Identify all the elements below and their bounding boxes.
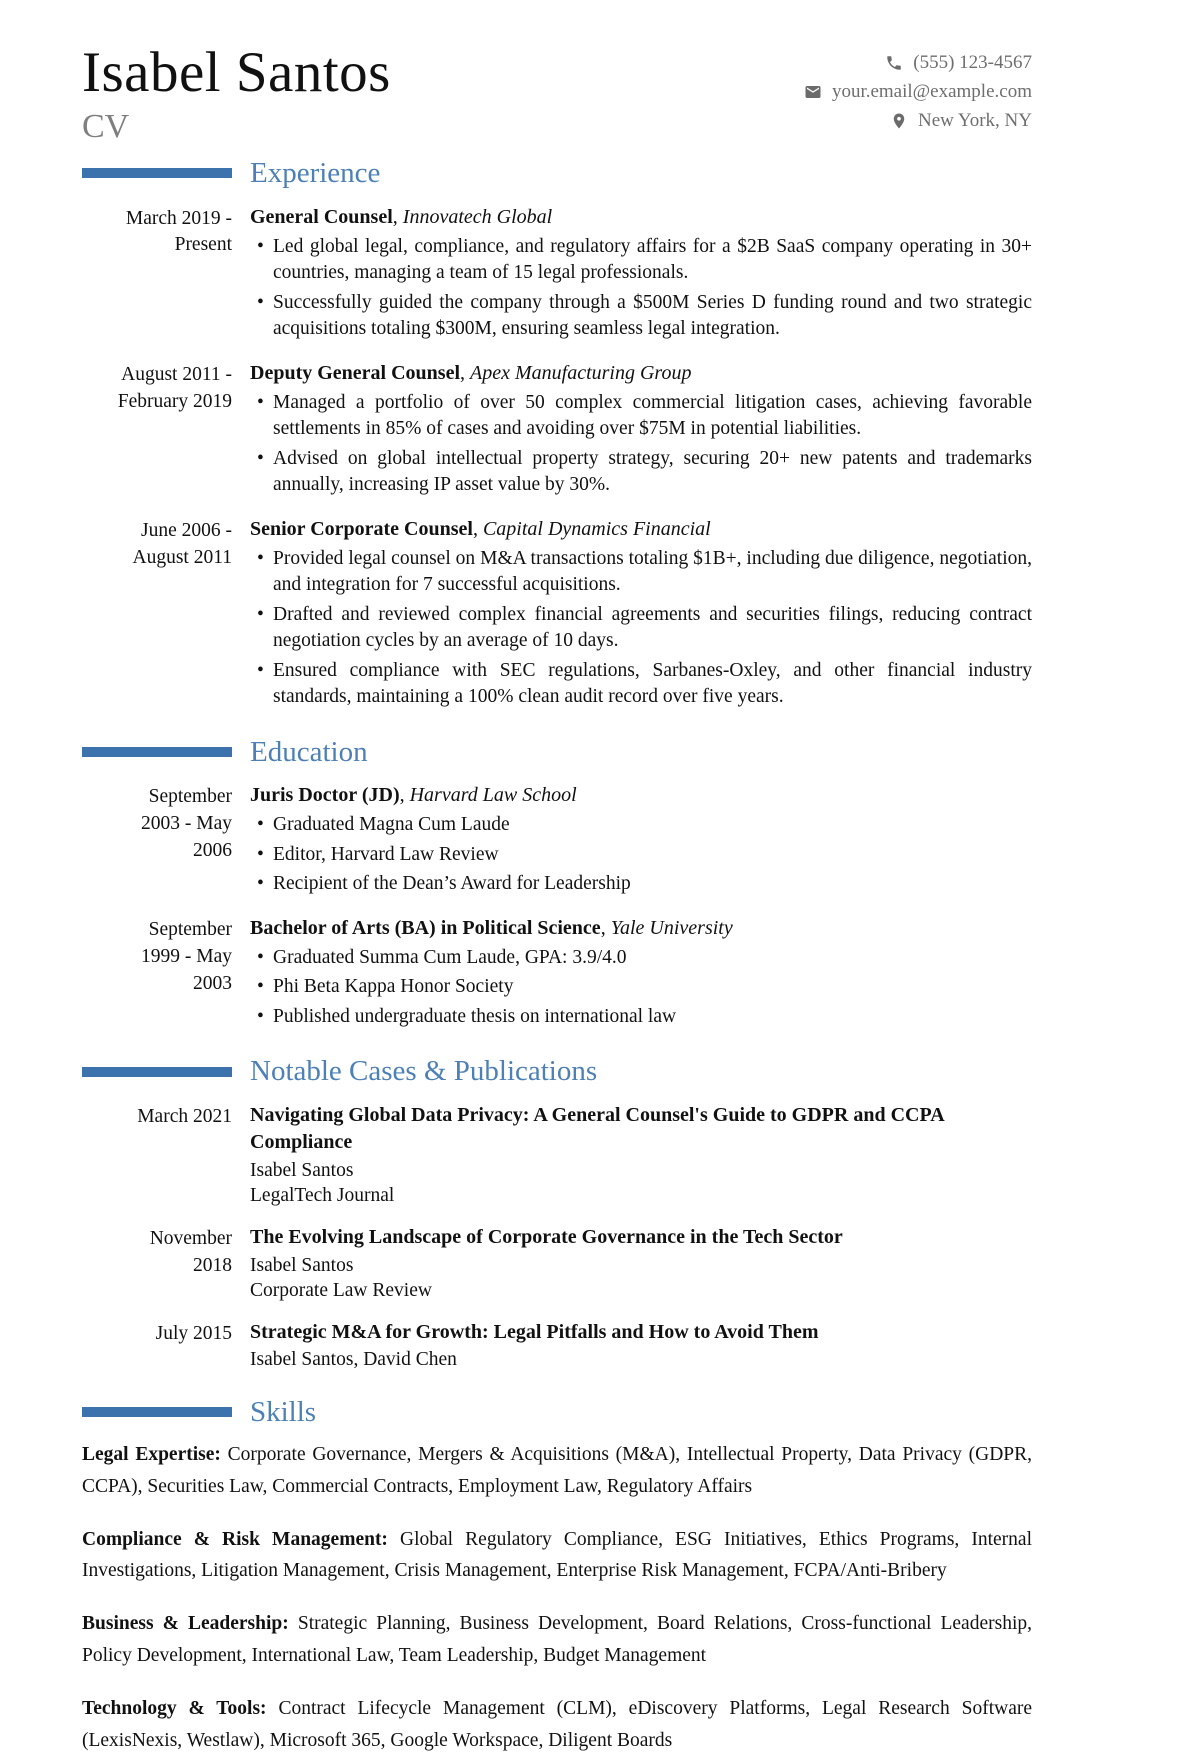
publication-authors: Isabel Santos <box>250 1159 354 1181</box>
entry-date: June 2006 - August 2011 <box>132 519 232 568</box>
section-accent-bar <box>82 1407 232 1417</box>
company-name: Innovatech Global <box>402 205 553 228</box>
section-accent-bar <box>82 747 232 757</box>
skill-category-label: Legal Expertise: <box>82 1443 221 1465</box>
experience-entry <box>82 204 1032 343</box>
bullet-item: • Advised on global intellectual property strategy, securing 20+ new patents and trademarks annually, increasing IP asset value by 30%. <box>250 446 1032 499</box>
email-icon <box>804 83 822 101</box>
bullet-item: • Provided legal counsel on M&A transactions totaling $1B+, including due diligence, negotiation, and integration for 7 successful acquisitions. <box>250 546 1032 599</box>
publication-title: Navigating Global Data Privacy: A General Counsel's Guide to GDPR and CCPA Compliance <box>250 1103 944 1154</box>
skill-category-label: Technology & Tools: <box>82 1698 267 1720</box>
degree-title: Bachelor of Arts (BA) in Political Science , <box>250 917 606 939</box>
section-heading <box>82 158 1032 188</box>
bullet-item: • Recipient of the Dean’s Award for Leadership <box>250 871 1032 898</box>
section-heading <box>82 1056 1032 1086</box>
skill-group <box>82 1693 1032 1757</box>
entry-date: March 2019 - Present <box>125 207 232 256</box>
bullet-list <box>250 390 1032 499</box>
education-entry <box>82 915 1032 1031</box>
cv-subtitle: CV <box>82 108 130 146</box>
bullet-list <box>250 234 1032 343</box>
entry-body <box>250 1102 1032 1207</box>
skill-items: Global Regulatory Compliance, ESG Initiatives, Ethics Programs, Internal Investigations, Litigation Management, Crisis Management, Enterprise Risk Management, FCPA/Anti-Bribery <box>82 1528 1032 1582</box>
publication-journal: Corporate Law Review <box>250 1279 432 1301</box>
entry-heading <box>250 204 1032 230</box>
skill-items: Corporate Governance, Mergers & Acquisitions (M&A), Intellectual Property, Data Privacy (GDPR, CCPA), Securities Law, Commercial Contracts, Employment Law, Regulatory Affairs <box>82 1443 1033 1497</box>
publication-journal: LegalTech Journal <box>250 1184 395 1206</box>
section-experience <box>82 158 1032 711</box>
entry-body <box>250 360 1032 499</box>
entry-body <box>250 782 1032 898</box>
contact-block <box>804 52 1032 132</box>
entry-body <box>250 915 1032 1031</box>
job-title: Deputy General Counsel , <box>250 362 465 384</box>
company-name: Capital Dynamics Financial <box>482 517 711 540</box>
section-accent-bar <box>82 168 232 178</box>
page-title: Isabel Santos <box>82 41 391 104</box>
phone-number: (555) 123-4567 <box>913 52 1032 73</box>
bullet-list <box>250 945 1032 1031</box>
publication-authors: Isabel Santos <box>250 1254 354 1276</box>
cv-header <box>82 41 1032 146</box>
section-title: Experience <box>250 157 381 190</box>
section-title: Notable Cases & Publications <box>250 1055 598 1088</box>
entry-date: September 1999 - May 2003 <box>141 918 232 994</box>
bullet-item: • Successfully guided the company through a $500M Series D funding round and two strategic acquisitions totaling $300M, ensuring seamless legal integration. <box>250 290 1032 343</box>
bullet-item: • Phi Beta Kappa Honor Society <box>250 974 1032 1001</box>
bullet-item: • Ensured compliance with SEC regulations, Sarbanes-Oxley, and other financial industry standards, maintaining a 100% clean audit record over five years. <box>250 658 1032 711</box>
section-heading <box>82 737 1032 767</box>
entry-heading <box>250 782 1032 808</box>
publication-entry <box>82 1319 1032 1372</box>
company-name: Apex Manufacturing Group <box>470 361 692 384</box>
school-name: Harvard Law School <box>409 784 577 807</box>
job-title: Senior Corporate Counsel , <box>250 518 478 540</box>
location-pin-icon <box>890 112 908 130</box>
bullet-item: • Graduated Magna Cum Laude <box>250 812 1032 839</box>
entry-heading <box>250 360 1032 386</box>
section-education <box>82 737 1032 1031</box>
contact-email <box>804 81 1032 103</box>
bullet-item: • Graduated Summa Cum Laude, GPA: 3.9/4.0 <box>250 945 1032 972</box>
entry-date: March 2021 <box>137 1105 232 1127</box>
entry-date: August 2011 - February 2019 <box>117 363 232 412</box>
experience-entry <box>82 360 1032 499</box>
entry-body <box>250 1224 1032 1302</box>
entry-body <box>250 204 1032 343</box>
entry-body <box>250 1319 1032 1372</box>
section-skills <box>82 1397 1032 1757</box>
section-title: Education <box>250 735 368 768</box>
bullet-item: • Editor, Harvard Law Review <box>250 842 1032 869</box>
education-entry <box>82 782 1032 898</box>
bullet-item: • Managed a portfolio of over 50 complex commercial litigation cases, achieving favorable settlements in 85% of cases and avoiding over $75M in potential liabilities. <box>250 390 1032 443</box>
contact-location <box>890 110 1032 132</box>
section-heading <box>82 1397 1032 1427</box>
entry-heading <box>250 915 1032 941</box>
entry-date: September 2003 - May 2006 <box>141 786 232 862</box>
bullet-item: • Published undergraduate thesis on international law <box>250 1004 1032 1031</box>
section-title: Skills <box>250 1396 317 1429</box>
section-publications <box>82 1056 1032 1371</box>
phone-icon <box>885 54 903 72</box>
skill-group <box>82 1439 1032 1503</box>
skill-items: Contract Lifecycle Management (CLM), eDiscovery Platforms, Legal Research Software (LexisNexis, Westlaw), Microsoft 365, Google Workspace, Diligent Boards <box>82 1698 1032 1752</box>
contact-phone <box>885 52 1032 74</box>
section-accent-bar <box>82 1067 232 1077</box>
entry-heading <box>250 516 1032 542</box>
name-block <box>82 41 391 146</box>
bullet-list <box>250 546 1032 711</box>
skill-category-label: Business & Leadership: <box>82 1613 289 1635</box>
degree-title: Juris Doctor (JD) , <box>250 784 405 806</box>
location-text: New York, NY <box>917 110 1032 131</box>
skill-group <box>82 1608 1032 1672</box>
entry-date: July 2015 <box>155 1322 232 1344</box>
publication-entry <box>82 1224 1032 1302</box>
entry-body <box>250 516 1032 711</box>
publication-authors: Isabel Santos, David Chen <box>250 1349 457 1371</box>
entry-date: November 2018 <box>149 1227 232 1276</box>
job-title: General Counsel , <box>250 206 398 228</box>
skill-group <box>82 1524 1032 1588</box>
experience-entry <box>82 516 1032 711</box>
skill-category-label: Compliance & Risk Management: <box>82 1528 388 1550</box>
bullet-list <box>250 812 1032 898</box>
bullet-item: • Led global legal, compliance, and regulatory affairs for a $2B SaaS company operating in 30+ countries, managing a team of 15 legal professionals. <box>250 234 1032 287</box>
publication-title: The Evolving Landscape of Corporate Governance in the Tech Sector <box>250 1225 843 1248</box>
school-name: Yale University <box>610 916 733 939</box>
bullet-item: • Drafted and reviewed complex financial agreements and securities filings, reducing contract negotiation cycles by an average of 10 days. <box>250 602 1032 655</box>
publication-entry <box>82 1102 1032 1207</box>
email-address: your.email@example.com <box>831 81 1032 102</box>
skill-items: Strategic Planning, Business Development, Board Relations, Cross-functional Leadership, Policy Development, International Law, Team Leadership, Budget Management <box>82 1613 1032 1667</box>
publication-title: Strategic M&A for Growth: Legal Pitfalls and How to Avoid Them <box>250 1320 819 1343</box>
